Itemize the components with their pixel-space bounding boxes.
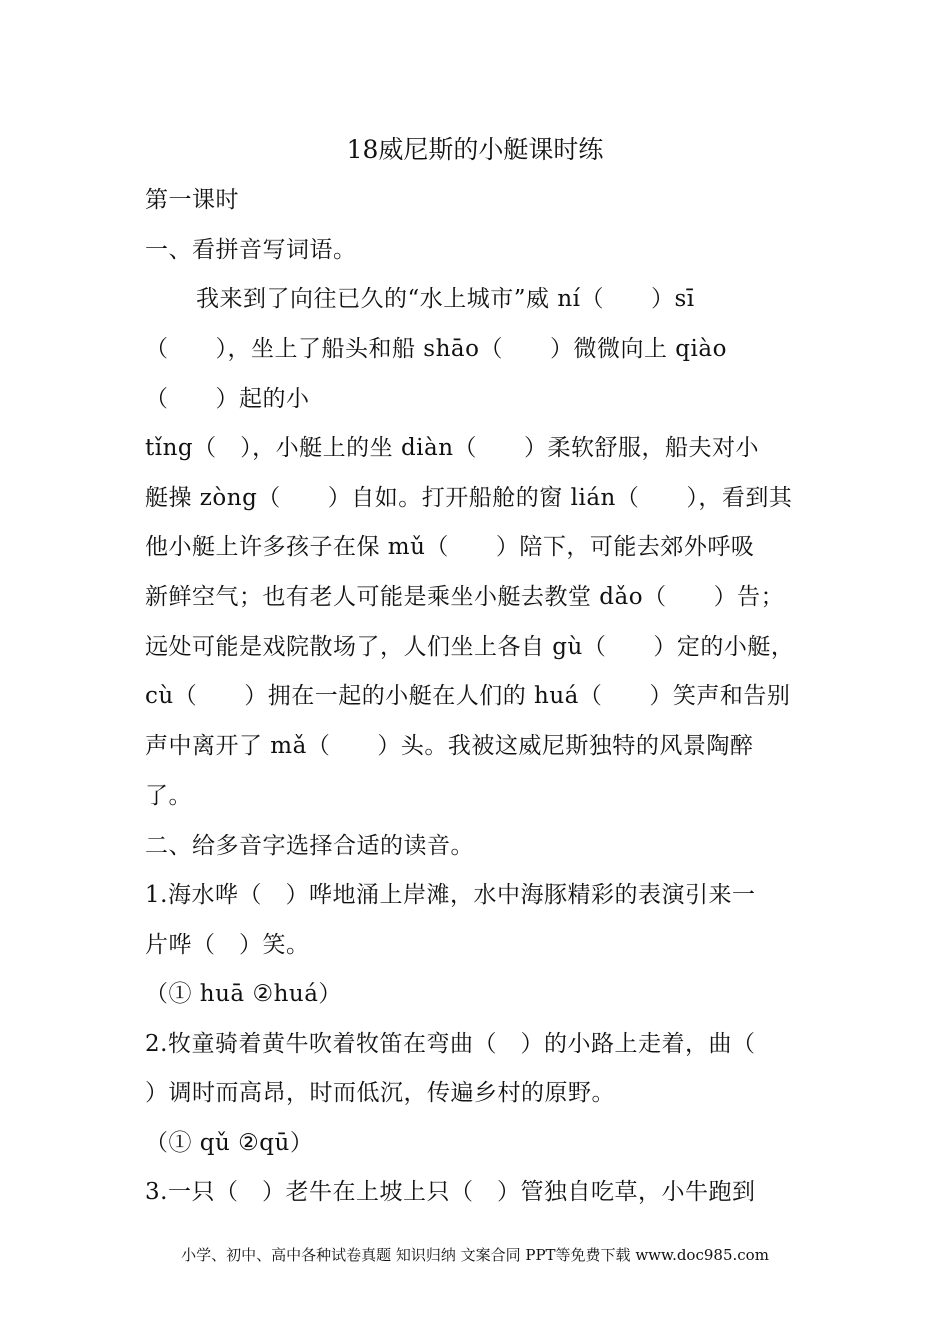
section2-line-5: 3.一只（ ）老牛在上坡上只（ ）管独自吃草，小牛跑到	[145, 1179, 756, 1205]
section1-line-10: 声中离开了 mǎ（ ）头。我被这威尼斯独特的风景陶醉	[145, 733, 754, 759]
section2-heading: 二、给多音字选择合适的读音。	[145, 833, 474, 859]
section1-line-5: 艇操 zòng（ ）自如。打开船舱的窗 lián（ ），看到其	[145, 485, 793, 511]
section2-line-1: 1.海水哗（ ）哗地涌上岸滩，水中海豚精彩的表演引来一	[145, 882, 756, 908]
lesson-label: 第一课时	[145, 187, 239, 213]
section1-line-8: 远处可能是戏院散场了，人们坐上各自 gù（ ）定的小艇，	[145, 634, 795, 660]
section1-line-3: （ ）起的小	[145, 386, 310, 412]
section1-heading: 一、看拼音写词语。	[145, 237, 357, 263]
section1-line-1: 我来到了向往已久的“水上城市”威 ní（ ）sī	[196, 286, 695, 312]
page-footer: 小学、初中、高中各种试卷真题 知识归纳 文案合同 PPT等免费下载 www.doc985.com	[181, 1246, 769, 1264]
section1-line-9: cù（ ）拥在一起的小艇在人们的 huá（ ）笑声和告别	[145, 683, 791, 709]
section2-line-3: 2.牧童骑着黄牛吹着牧笛在弯曲（ ）的小路上走着，曲（	[145, 1031, 756, 1057]
section2-options-2: （① qǔ ②qū）	[145, 1130, 314, 1156]
section2-line-2: 片哗（ ）笑。	[145, 932, 310, 958]
section1-line-2: （ ），坐上了船头和船 shāo（ ）微微向上 qiào	[145, 336, 727, 362]
section1-line-4: tǐng（ ），小艇上的坐 diàn（ ）柔软舒服，船夫对小	[145, 435, 760, 461]
section2-options-1: （① huā ②huá）	[145, 981, 342, 1007]
section1-line-7: 新鲜空气；也有老人可能是乘坐小艇去教堂 dǎo（ ）告；	[145, 584, 785, 610]
page-title: 18威尼斯的小艇课时练	[346, 135, 604, 164]
section1-line-11: 了。	[145, 783, 192, 809]
section2-line-4: ）调时而高昂，时而低沉，传遍乡村的原野。	[145, 1080, 615, 1106]
section1-line-6: 他小艇上许多孩子在保 mǔ（ ）陪下，可能去郊外呼吸	[145, 534, 755, 560]
